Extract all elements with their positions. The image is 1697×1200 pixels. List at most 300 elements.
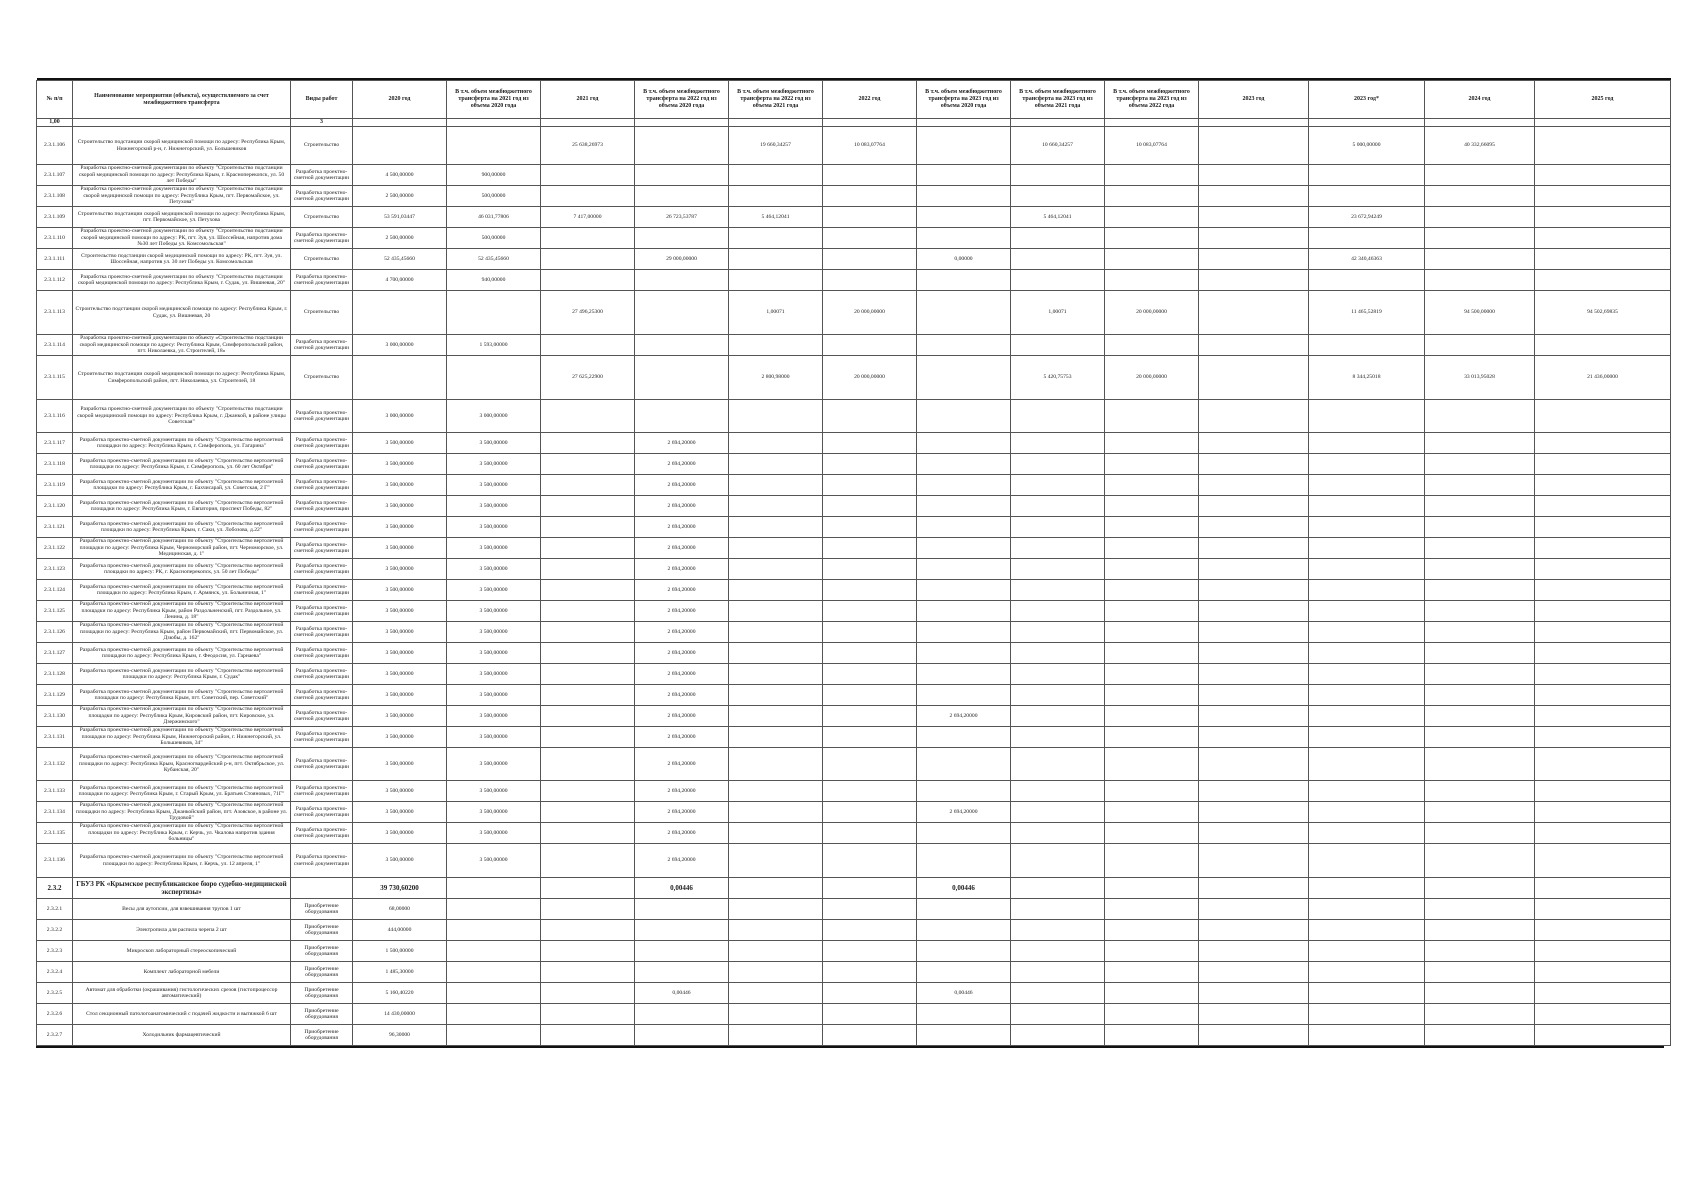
row-value bbox=[1011, 249, 1105, 270]
row-value bbox=[1425, 983, 1535, 1004]
row-value bbox=[1535, 580, 1671, 601]
row-value bbox=[1199, 270, 1309, 291]
row-value bbox=[1199, 580, 1309, 601]
row-value bbox=[1105, 335, 1199, 356]
row-value: 3 000,00000 bbox=[447, 400, 541, 433]
numbering-row bbox=[37, 119, 1671, 127]
row-value: 20 000,00000 bbox=[823, 356, 917, 400]
numbering-cell: 3 bbox=[291, 119, 353, 127]
row-value bbox=[1199, 823, 1309, 844]
row-value bbox=[1425, 228, 1535, 249]
numbering-cell bbox=[635, 119, 729, 127]
table-row bbox=[37, 781, 1671, 802]
row-value bbox=[1011, 1004, 1105, 1025]
row-value: 3 500,00000 bbox=[353, 454, 447, 475]
row-kind: Разработка проектно-сметной документации bbox=[291, 601, 353, 622]
row-value bbox=[1425, 601, 1535, 622]
row-number: 2.3.1.133 bbox=[37, 781, 73, 802]
row-value bbox=[1011, 496, 1105, 517]
row-value bbox=[1105, 475, 1199, 496]
row-value bbox=[1105, 844, 1199, 878]
row-value: 2 694,20000 bbox=[635, 844, 729, 878]
row-value bbox=[1309, 186, 1425, 207]
row-number: 2.3.1.131 bbox=[37, 727, 73, 748]
row-value bbox=[1011, 270, 1105, 291]
row-value bbox=[1105, 186, 1199, 207]
row-value bbox=[1011, 781, 1105, 802]
row-value bbox=[447, 962, 541, 983]
row-value bbox=[823, 249, 917, 270]
row-value: 2 694,20000 bbox=[635, 601, 729, 622]
row-value bbox=[541, 475, 635, 496]
row-value bbox=[541, 249, 635, 270]
row-value bbox=[1309, 1004, 1425, 1025]
row-value bbox=[541, 601, 635, 622]
row-kind: Строительство bbox=[291, 127, 353, 165]
row-value bbox=[1535, 685, 1671, 706]
row-name: Разработка проектно-сметной документации по объекту «Строительство подстанции скорой медицинской помощи по адресу: Республика Крым, Симферопольский район, пгт. Николаевка, ул. Строителей, 18» bbox=[73, 335, 291, 356]
row-value: 2 800,98000 bbox=[729, 356, 823, 400]
row-value bbox=[729, 538, 823, 559]
row-value bbox=[1535, 844, 1671, 878]
row-value: 2 694,20000 bbox=[635, 580, 729, 601]
budget-table-sheet bbox=[36, 78, 1664, 1046]
row-value bbox=[823, 517, 917, 538]
row-value: 2 694,20000 bbox=[635, 664, 729, 685]
row-value bbox=[1535, 270, 1671, 291]
row-value: 96,30000 bbox=[353, 1025, 447, 1046]
table-row bbox=[37, 249, 1671, 270]
numbering-cell bbox=[1309, 119, 1425, 127]
row-value bbox=[1199, 643, 1309, 664]
row-value bbox=[917, 356, 1011, 400]
row-value bbox=[1425, 454, 1535, 475]
row-kind: Разработка проектно-сметной документации bbox=[291, 475, 353, 496]
row-number: 2.3.2.4 bbox=[37, 962, 73, 983]
row-kind: Приобретение оборудования bbox=[291, 1004, 353, 1025]
row-value bbox=[1535, 802, 1671, 823]
row-value bbox=[1011, 844, 1105, 878]
row-value: 10 083,07764 bbox=[823, 127, 917, 165]
row-value bbox=[447, 291, 541, 335]
row-kind: Разработка проектно-сметной документации bbox=[291, 727, 353, 748]
row-number: 2.3.1.117 bbox=[37, 433, 73, 454]
table-row bbox=[37, 228, 1671, 249]
row-value: 2 694,20000 bbox=[917, 802, 1011, 823]
row-value bbox=[917, 823, 1011, 844]
row-name: Разработка проектно-сметной документации по объекту "Строительство вертолетной площадки по адресу: Республика Крым, г. Старый Крым, ул. Братьев Стояновых, 71Г" bbox=[73, 781, 291, 802]
row-value bbox=[917, 941, 1011, 962]
row-value bbox=[1535, 781, 1671, 802]
row-name: Разработка проектно-сметной документации по объекту "Строительство вертолетной площадки по адресу: Республика Крым, г. Саки, ул. Лобозова, д.22" bbox=[73, 517, 291, 538]
row-value bbox=[353, 356, 447, 400]
row-value bbox=[1309, 920, 1425, 941]
row-value: 11 465,52819 bbox=[1309, 291, 1425, 335]
header-col-name: Наименование мероприятия (объекта), осуществляемого за счет межбюджетного трансферта bbox=[73, 81, 291, 119]
row-value: 46 031,77806 bbox=[447, 207, 541, 228]
row-kind: Разработка проектно-сметной документации bbox=[291, 685, 353, 706]
row-value bbox=[823, 983, 917, 1004]
row-value: 3 500,00000 bbox=[447, 685, 541, 706]
row-value: 3 500,00000 bbox=[447, 580, 541, 601]
row-value: 3 500,00000 bbox=[447, 517, 541, 538]
row-value: 20 000,00000 bbox=[1105, 356, 1199, 400]
row-number: 2.3.1.129 bbox=[37, 685, 73, 706]
row-value: 5 420,75753 bbox=[1011, 356, 1105, 400]
row-name: Разработка проектно-сметной документации по объекту "Строительство вертолетной площадки по адресу: Республика Крым, г. Судак" bbox=[73, 664, 291, 685]
numbering-cell bbox=[541, 119, 635, 127]
row-value bbox=[1199, 706, 1309, 727]
row-value bbox=[823, 962, 917, 983]
row-value bbox=[729, 748, 823, 781]
row-value bbox=[1199, 983, 1309, 1004]
row-value bbox=[1425, 643, 1535, 664]
row-number: 2.3.1.111 bbox=[37, 249, 73, 270]
row-value bbox=[1199, 559, 1309, 580]
row-name: Разработка проектно-сметной документации по объекту "Строительство вертолетной площадки по адресу: Республика Крым, г. Симферополь, ул. 60 лет Октября" bbox=[73, 454, 291, 475]
table-row bbox=[37, 559, 1671, 580]
row-name: Электропила для распила черепа 2 шт bbox=[73, 920, 291, 941]
row-value bbox=[1535, 962, 1671, 983]
row-value: 2 694,20000 bbox=[635, 517, 729, 538]
row-value bbox=[1011, 706, 1105, 727]
row-value: 3 500,00000 bbox=[447, 559, 541, 580]
row-value bbox=[541, 165, 635, 186]
row-value bbox=[1011, 802, 1105, 823]
row-kind: Разработка проектно-сметной документации bbox=[291, 496, 353, 517]
row-value bbox=[1425, 165, 1535, 186]
row-value bbox=[729, 802, 823, 823]
row-value bbox=[1425, 962, 1535, 983]
row-value bbox=[1535, 496, 1671, 517]
row-value: 3 500,00000 bbox=[447, 781, 541, 802]
row-value bbox=[1535, 878, 1671, 899]
header-col-num: № п/п bbox=[37, 81, 73, 119]
row-value bbox=[823, 748, 917, 781]
table-row bbox=[37, 1004, 1671, 1025]
row-value bbox=[917, 475, 1011, 496]
row-value: 5 000,00000 bbox=[1309, 127, 1425, 165]
row-value: 5 464,12041 bbox=[1011, 207, 1105, 228]
row-value bbox=[729, 643, 823, 664]
row-value bbox=[1199, 127, 1309, 165]
row-value bbox=[729, 270, 823, 291]
row-value bbox=[729, 1025, 823, 1046]
row-value bbox=[541, 941, 635, 962]
row-name: ГБУЗ РК «Крымское республиканское бюро судебно-медицинской экспертизы» bbox=[73, 878, 291, 899]
row-kind: Разработка проектно-сметной документации bbox=[291, 781, 353, 802]
row-value bbox=[917, 580, 1011, 601]
row-name: Разработка проектно-сметной документации по объекту "Строительство вертолетной площадки по адресу: Республика Крым, Кировский район, пгт. Кировское, ул. Дзержинского" bbox=[73, 706, 291, 727]
row-value bbox=[823, 878, 917, 899]
row-value: 3 500,00000 bbox=[447, 727, 541, 748]
row-value bbox=[541, 983, 635, 1004]
row-value bbox=[917, 1004, 1011, 1025]
row-value bbox=[447, 941, 541, 962]
row-value bbox=[541, 664, 635, 685]
row-value bbox=[1199, 748, 1309, 781]
row-value bbox=[1011, 685, 1105, 706]
row-value bbox=[729, 517, 823, 538]
row-value: 3 500,00000 bbox=[447, 823, 541, 844]
row-value bbox=[1535, 823, 1671, 844]
row-value bbox=[1105, 664, 1199, 685]
row-value bbox=[1309, 335, 1425, 356]
row-number: 2.3.1.113 bbox=[37, 291, 73, 335]
row-value bbox=[1199, 475, 1309, 496]
row-value: 3 500,00000 bbox=[353, 475, 447, 496]
row-value bbox=[729, 920, 823, 941]
row-value bbox=[1199, 291, 1309, 335]
row-value: 500,00000 bbox=[447, 228, 541, 249]
row-value bbox=[917, 1025, 1011, 1046]
row-number: 2.3.1.107 bbox=[37, 165, 73, 186]
row-value bbox=[1105, 685, 1199, 706]
row-number: 2.3.1.136 bbox=[37, 844, 73, 878]
bottom-rule bbox=[36, 1046, 1664, 1048]
row-value bbox=[541, 433, 635, 454]
table-row bbox=[37, 270, 1671, 291]
row-number: 2.3.2.2 bbox=[37, 920, 73, 941]
row-value bbox=[823, 454, 917, 475]
row-value bbox=[1105, 941, 1199, 962]
numbering-cell bbox=[1199, 119, 1309, 127]
row-value bbox=[1309, 844, 1425, 878]
row-value: 3 500,00000 bbox=[447, 496, 541, 517]
row-value bbox=[1425, 400, 1535, 433]
row-value: 10 660,34257 bbox=[1011, 127, 1105, 165]
row-number: 2.3.1.121 bbox=[37, 517, 73, 538]
row-name: Разработка проектно-сметной документации по объекту "Строительство вертолетной площадки по адресу: Республика Крым, г. Армянск, ул. Больничная, 1" bbox=[73, 580, 291, 601]
row-value bbox=[823, 643, 917, 664]
row-value bbox=[1199, 454, 1309, 475]
row-value bbox=[1425, 727, 1535, 748]
row-value bbox=[823, 899, 917, 920]
row-number: 2.3.1.120 bbox=[37, 496, 73, 517]
row-value bbox=[823, 165, 917, 186]
row-value bbox=[1425, 496, 1535, 517]
row-number: 2.3.1.118 bbox=[37, 454, 73, 475]
row-value bbox=[1535, 517, 1671, 538]
row-value: 1,00071 bbox=[1011, 291, 1105, 335]
row-value bbox=[823, 538, 917, 559]
row-kind: Разработка проектно-сметной документации bbox=[291, 454, 353, 475]
header-year: 2023 год bbox=[1199, 81, 1309, 119]
table-row bbox=[37, 878, 1671, 899]
row-kind: Разработка проектно-сметной документации bbox=[291, 270, 353, 291]
row-value: 25 638,26973 bbox=[541, 127, 635, 165]
row-value bbox=[917, 559, 1011, 580]
row-value bbox=[1011, 878, 1105, 899]
row-name: Стол секционный патологоанатомический с подачей жидкости и вытяжкой 6 шт bbox=[73, 1004, 291, 1025]
row-value bbox=[447, 878, 541, 899]
row-name: Разработка проектно-сметной документации по объекту "Строительство вертолетной площадки по адресу: Республика Крым, г. Феодосия, ул. Гарнаева" bbox=[73, 643, 291, 664]
row-value: 3 500,00000 bbox=[353, 643, 447, 664]
row-value bbox=[541, 496, 635, 517]
table-body bbox=[37, 127, 1671, 1046]
row-value bbox=[1309, 802, 1425, 823]
row-value: 3 500,00000 bbox=[353, 622, 447, 643]
row-value bbox=[1011, 335, 1105, 356]
row-value bbox=[635, 335, 729, 356]
numbering-cell bbox=[1105, 119, 1199, 127]
row-value bbox=[1535, 454, 1671, 475]
row-number: 2.3.1.134 bbox=[37, 802, 73, 823]
row-name: Разработка проектно-сметной документации по объекту "Строительство вертолетной площадки по адресу: РК, г. Красноперекопск, ул. 50 лет Победы" bbox=[73, 559, 291, 580]
row-value bbox=[729, 400, 823, 433]
row-value: 5 160,40220 bbox=[353, 983, 447, 1004]
row-value bbox=[729, 962, 823, 983]
row-value: 2 694,20000 bbox=[635, 727, 729, 748]
row-name: Строительство подстанции скорой медицинской помощи по адресу: Республика Крым, г. Судак, ул. Вишневая, 20 bbox=[73, 291, 291, 335]
row-value bbox=[729, 228, 823, 249]
row-value bbox=[1105, 1004, 1199, 1025]
row-value: 500,00000 bbox=[447, 186, 541, 207]
row-value: 3 500,00000 bbox=[447, 844, 541, 878]
row-name: Разработка проектно-сметной документации по объекту "Строительство подстанции скорой медицинской помощи по адресу: Республика Крым, г. Судак, ул. Вишневая, 20" bbox=[73, 270, 291, 291]
row-value bbox=[1199, 878, 1309, 899]
row-number: 2.3.1.124 bbox=[37, 580, 73, 601]
row-value: 94 502,69835 bbox=[1535, 291, 1671, 335]
row-value bbox=[1425, 823, 1535, 844]
row-value bbox=[1309, 559, 1425, 580]
row-kind: Приобретение оборудования bbox=[291, 983, 353, 1004]
row-name: Весы для аутопсии, для взвешивания трупов 1 шт bbox=[73, 899, 291, 920]
row-value bbox=[823, 706, 917, 727]
row-value bbox=[1425, 207, 1535, 228]
row-value: 2 694,20000 bbox=[917, 706, 1011, 727]
row-number: 2.3.1.126 bbox=[37, 622, 73, 643]
row-value bbox=[917, 899, 1011, 920]
row-value bbox=[1425, 433, 1535, 454]
row-value: 2 694,20000 bbox=[635, 475, 729, 496]
row-name: Строительство подстанции скорой медицинской помощи по адресу: Республика Крым, Симферопольский район, пгт. Николаевка, ул. Строителей, 18 bbox=[73, 356, 291, 400]
row-value bbox=[1535, 920, 1671, 941]
row-number: 2.3.2 bbox=[37, 878, 73, 899]
table-row bbox=[37, 983, 1671, 1004]
row-value bbox=[1011, 454, 1105, 475]
row-value bbox=[635, 962, 729, 983]
row-value bbox=[1309, 1025, 1425, 1046]
row-value: 21 436,00000 bbox=[1535, 356, 1671, 400]
row-value bbox=[1309, 496, 1425, 517]
row-value bbox=[1425, 878, 1535, 899]
row-value: 0,00000 bbox=[917, 249, 1011, 270]
row-value bbox=[1309, 433, 1425, 454]
row-value bbox=[917, 496, 1011, 517]
row-value bbox=[1199, 186, 1309, 207]
row-value: 2 500,00000 bbox=[353, 228, 447, 249]
row-value bbox=[447, 1004, 541, 1025]
row-value bbox=[1199, 249, 1309, 270]
row-value bbox=[1105, 920, 1199, 941]
row-name: Разработка проектно-сметной документации по объекту "Строительство вертолетной площадки по адресу: Республика Крым, Джанкойский район, пгт. Азовское, в районе ул. Трудовой" bbox=[73, 802, 291, 823]
row-value: 2 694,20000 bbox=[635, 496, 729, 517]
row-value bbox=[1105, 727, 1199, 748]
row-value bbox=[823, 1004, 917, 1025]
row-value bbox=[1309, 781, 1425, 802]
row-value: 3 500,00000 bbox=[353, 517, 447, 538]
row-value: 3 500,00000 bbox=[447, 433, 541, 454]
row-value bbox=[1309, 580, 1425, 601]
row-value bbox=[823, 335, 917, 356]
row-value bbox=[541, 335, 635, 356]
row-kind: Разработка проектно-сметной документации bbox=[291, 748, 353, 781]
row-name: Разработка проектно-сметной документации по объекту "Строительство вертолетной площадки по адресу: Республика Крым, г. Керчь, ул. 12 апреля, 1" bbox=[73, 844, 291, 878]
row-kind: Приобретение оборудования bbox=[291, 920, 353, 941]
row-value: 68,00000 bbox=[353, 899, 447, 920]
row-value bbox=[823, 186, 917, 207]
row-value bbox=[541, 538, 635, 559]
row-value bbox=[1535, 1004, 1671, 1025]
header-year: В т.ч. объем межбюджетного трансферта на 2023 год из объема 2021 года bbox=[1011, 81, 1105, 119]
row-value bbox=[635, 920, 729, 941]
row-value: 3 500,00000 bbox=[447, 748, 541, 781]
row-value bbox=[1535, 643, 1671, 664]
numbering-cell bbox=[917, 119, 1011, 127]
row-value bbox=[823, 475, 917, 496]
row-number: 2.3.1.116 bbox=[37, 400, 73, 433]
row-value bbox=[1425, 706, 1535, 727]
row-number: 2.3.1.109 bbox=[37, 207, 73, 228]
row-value: 33 013,95028 bbox=[1425, 356, 1535, 400]
row-number: 2.3.2.6 bbox=[37, 1004, 73, 1025]
row-value bbox=[1011, 727, 1105, 748]
row-value bbox=[541, 823, 635, 844]
row-value bbox=[1011, 165, 1105, 186]
row-value bbox=[541, 781, 635, 802]
row-value bbox=[1105, 228, 1199, 249]
row-value bbox=[1309, 622, 1425, 643]
row-value bbox=[541, 186, 635, 207]
row-value bbox=[635, 228, 729, 249]
row-value: 4 500,00000 bbox=[353, 165, 447, 186]
row-value bbox=[1425, 1004, 1535, 1025]
row-value bbox=[823, 664, 917, 685]
row-value bbox=[635, 186, 729, 207]
row-name: Разработка проектно-сметной документации по объекту "Строительство вертолетной площадки по адресу: Республика Крым, г. Бахчисарай, ул. Советская, 2 Г" bbox=[73, 475, 291, 496]
row-value bbox=[1309, 748, 1425, 781]
row-value: 3 500,00000 bbox=[353, 580, 447, 601]
row-value bbox=[1535, 538, 1671, 559]
row-value: 27 496,25300 bbox=[541, 291, 635, 335]
row-value bbox=[729, 475, 823, 496]
row-value: 10 083,07764 bbox=[1105, 127, 1199, 165]
table-row bbox=[37, 400, 1671, 433]
row-value bbox=[1309, 601, 1425, 622]
numbering-cell bbox=[73, 119, 291, 127]
row-value bbox=[541, 802, 635, 823]
row-value bbox=[541, 844, 635, 878]
table-row bbox=[37, 962, 1671, 983]
row-value bbox=[1199, 622, 1309, 643]
table-row bbox=[37, 207, 1671, 228]
row-value: 26 723,53787 bbox=[635, 207, 729, 228]
row-value bbox=[1309, 664, 1425, 685]
row-value bbox=[917, 400, 1011, 433]
row-value bbox=[1105, 823, 1199, 844]
row-value bbox=[1105, 270, 1199, 291]
row-value bbox=[1011, 941, 1105, 962]
row-value: 3 500,00000 bbox=[353, 706, 447, 727]
row-value bbox=[1309, 400, 1425, 433]
row-value bbox=[353, 291, 447, 335]
row-kind: Разработка проектно-сметной документации bbox=[291, 580, 353, 601]
header-year: В т.ч. объем межбюджетного трансферта на 2022 год из объема 2021 года bbox=[729, 81, 823, 119]
row-value: 4 700,00000 bbox=[353, 270, 447, 291]
row-value bbox=[1011, 580, 1105, 601]
numbering-cell bbox=[729, 119, 823, 127]
